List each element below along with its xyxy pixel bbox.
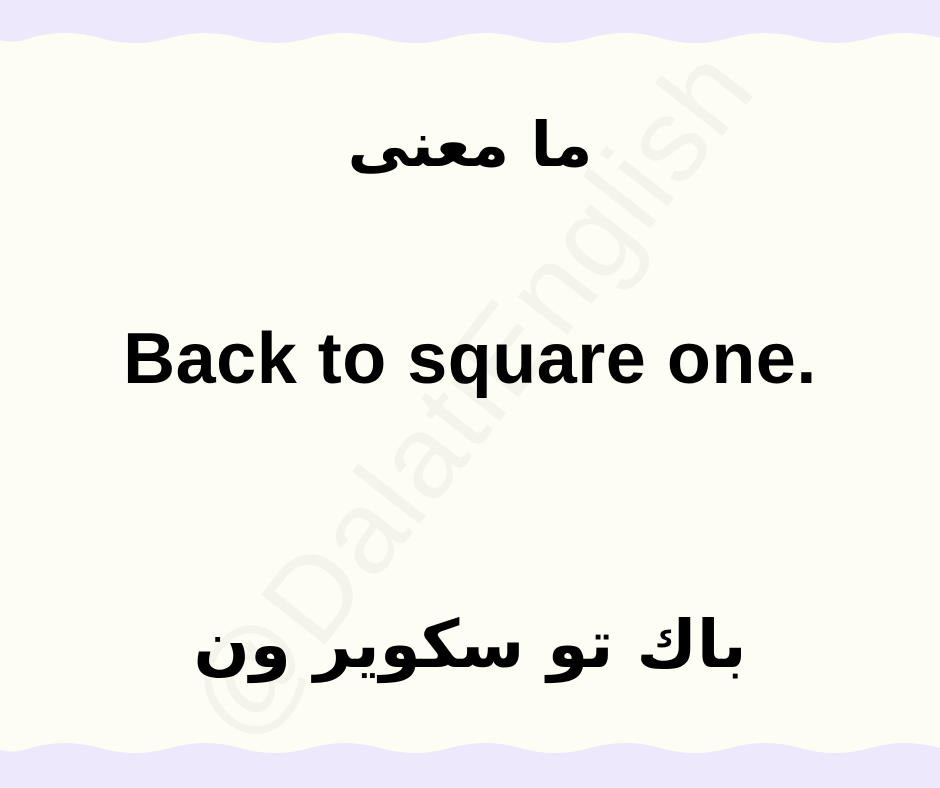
- top-wave-border: [0, 0, 940, 60]
- english-phrase: Back to square one.: [123, 319, 817, 399]
- arabic-transliteration: باك تو سكوير ون: [193, 606, 747, 683]
- arabic-heading: ما معنى: [347, 108, 593, 181]
- bottom-wave-border: [0, 728, 940, 788]
